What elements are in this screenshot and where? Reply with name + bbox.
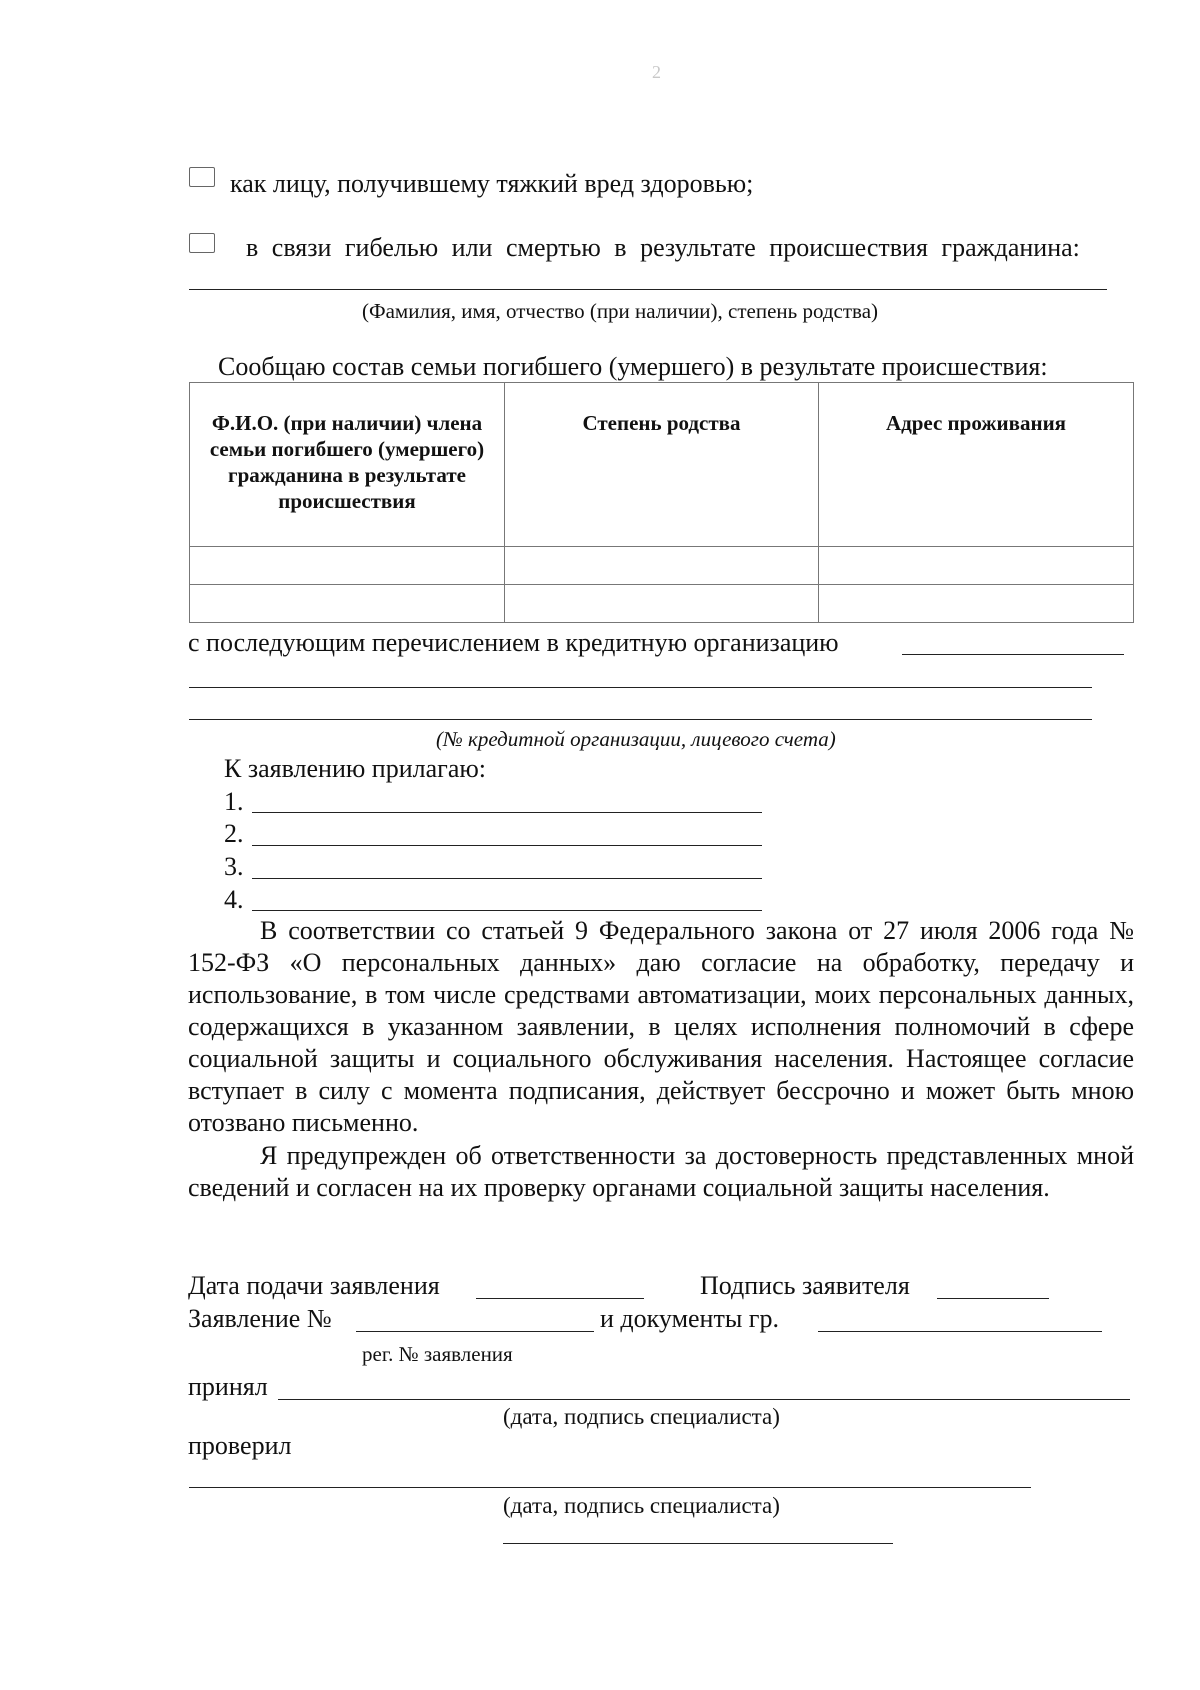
bank-field-2[interactable]	[189, 687, 1092, 688]
transfer-text: с последующим перечислением в кредитную организацию	[188, 628, 839, 657]
bank-caption: (№ кредитной организации, лицевого счета)	[436, 727, 836, 751]
reg-number-caption: рег. № заявления	[362, 1342, 513, 1366]
option-death-checkbox[interactable]	[189, 233, 215, 253]
checked-field[interactable]	[189, 1487, 1031, 1488]
attachment-field-1[interactable]	[252, 812, 762, 813]
header-address: Адрес проживания	[819, 383, 1134, 547]
table-cell[interactable]	[505, 585, 819, 623]
attachment-number: 2.	[224, 819, 244, 848]
table-header-row	[190, 383, 1134, 547]
page-number: 2	[652, 62, 661, 82]
signature-field[interactable]	[937, 1298, 1049, 1299]
relative-name-field[interactable]	[189, 289, 1107, 290]
attachment-number: 1.	[224, 787, 244, 816]
documents-field[interactable]	[818, 1331, 1102, 1332]
specialist-signature-line[interactable]	[503, 1543, 893, 1544]
table-cell[interactable]	[505, 547, 819, 585]
attachment-field-4[interactable]	[252, 910, 762, 911]
application-number-label: Заявление №	[188, 1304, 332, 1333]
family-intro: Сообщаю состав семьи погибшего (умершего) в результате происшествия:	[218, 352, 1048, 381]
warning-paragraph: Я предупрежден об ответственности за достоверность представленных мной сведений и согласен на их проверку органами социальной защиты населения.	[188, 1141, 1134, 1202]
table-cell[interactable]	[190, 547, 505, 585]
table-row	[190, 547, 1134, 585]
attachment-field-3[interactable]	[252, 878, 762, 879]
signature-label: Подпись заявителя	[700, 1271, 910, 1300]
header-fio: Ф.И.О. (при наличии) члена семьи погибшего (умершего) гражданина в результате происшествия	[190, 383, 505, 547]
table-cell[interactable]	[819, 547, 1134, 585]
option-serious-harm-checkbox[interactable]	[189, 167, 215, 187]
table-cell[interactable]	[819, 585, 1134, 623]
attachments-title: К заявлению прилагаю:	[224, 754, 487, 783]
bank-field-3[interactable]	[189, 719, 1092, 720]
date-label: Дата подачи заявления	[188, 1271, 440, 1300]
accepted-field[interactable]	[278, 1399, 1130, 1400]
specialist-caption-2: (дата, подпись специалиста)	[503, 1493, 780, 1518]
table-row	[190, 585, 1134, 623]
option-serious-harm-label: как лицу, получившему тяжкий вред здоровью;	[230, 169, 754, 198]
table-cell[interactable]	[190, 585, 505, 623]
relative-name-caption: (Фамилия, имя, отчество (при наличии), степень родства)	[362, 299, 879, 323]
header-relation: Степень родства	[505, 383, 819, 547]
application-number-field[interactable]	[356, 1331, 594, 1332]
consent-paragraph: В соответствии со статьей 9 Федерального закона от 27 июля 2006 года № 152-ФЗ «О персональных данных» даю согласие на обработку, передачу и использование, в том числе средствами автоматизации, моих персональных данных, содержащихся в указанном заявлении, в целях исполнения полномочий в сфере социальной защиты и социального обслуживания населения. Настоящее согласие вступает в силу с момента подписания, действует бессрочно и может быть мною отозвано письменно.	[188, 916, 1134, 1137]
family-table	[189, 382, 1134, 623]
option-death-label: в связи гибелью или смертью в результате происшествия гражданина:	[246, 233, 1080, 262]
date-field[interactable]	[476, 1298, 644, 1299]
attachment-field-2[interactable]	[252, 845, 762, 846]
bank-field-1[interactable]	[902, 654, 1124, 655]
attachment-number: 4.	[224, 885, 244, 914]
checked-label: проверил	[188, 1431, 292, 1460]
accepted-label: принял	[188, 1372, 268, 1401]
specialist-caption-1: (дата, подпись специалиста)	[503, 1404, 780, 1429]
documents-label: и документы гр.	[600, 1304, 779, 1333]
attachment-number: 3.	[224, 852, 244, 881]
